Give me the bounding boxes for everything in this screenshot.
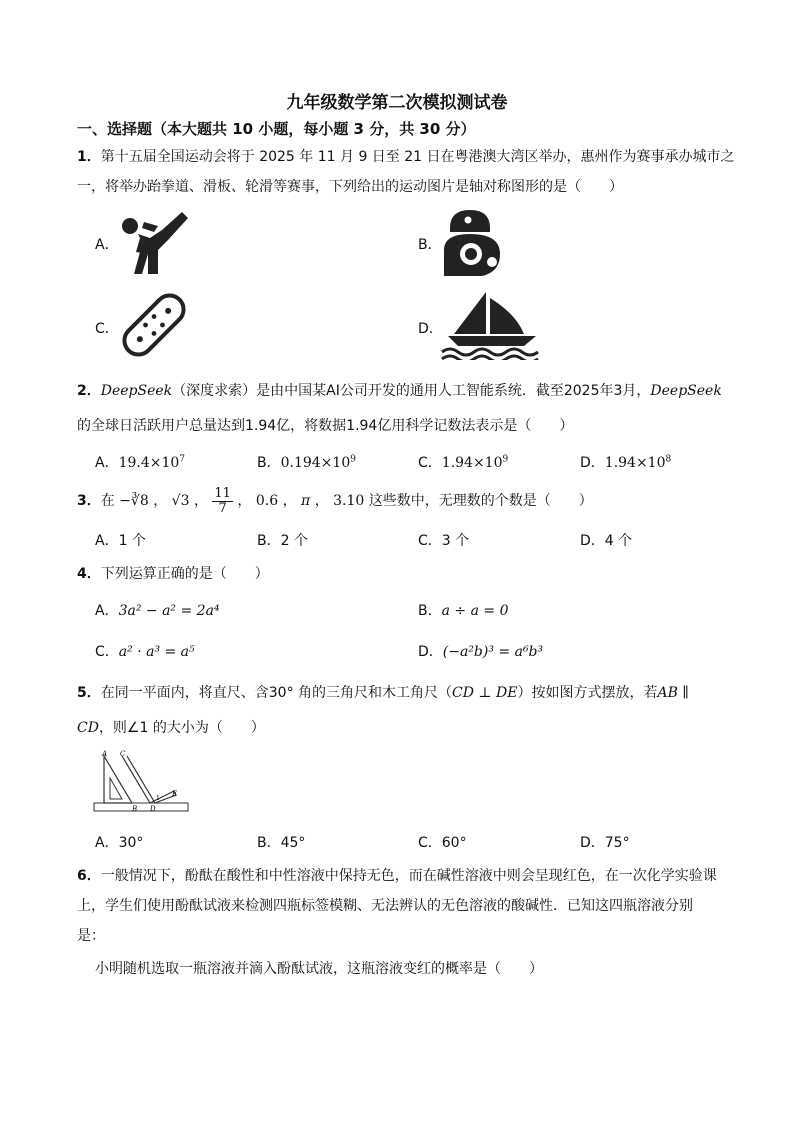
q4-option-c-label: C． xyxy=(95,644,119,660)
q3-n1: −∛8 xyxy=(119,493,149,509)
q3-sep-3: ， xyxy=(237,493,252,509)
q4-option-d-expr: (−a²b)³ = a⁶b³ xyxy=(442,644,544,660)
sailboat-icon xyxy=(440,290,544,360)
q3-option-d[interactable]: D．4 个 xyxy=(580,533,633,549)
figure-label-d: D xyxy=(150,805,156,813)
q1-number: 1． xyxy=(77,149,101,165)
q4-option-a-label: A． xyxy=(95,603,119,619)
q5-text-2: ）按如图方式摆放，若 xyxy=(517,685,658,701)
roller-skate-icon xyxy=(440,206,506,278)
q2-deepseek: DeepSeek xyxy=(100,383,173,399)
q4-text: 下列运算正确的是（ ） xyxy=(100,566,269,582)
q2-option-b-label: B． xyxy=(257,455,281,471)
q3-number: 3． xyxy=(77,493,101,509)
figure-label-c: C xyxy=(120,750,126,758)
figure-label-b: B xyxy=(132,805,138,813)
q3-option-b[interactable]: B．2 个 xyxy=(257,533,308,549)
q6-line3: 是： xyxy=(77,928,105,944)
q5-option-a[interactable]: A．30° xyxy=(95,835,144,851)
q2-option-c[interactable] xyxy=(418,452,508,472)
q6-line1 xyxy=(77,865,717,885)
q3-sep-2: ， xyxy=(193,493,208,509)
q4-option-d[interactable] xyxy=(418,641,543,661)
q1-option-d[interactable]: D． xyxy=(418,321,443,337)
q2-option-c-exp: 9 xyxy=(502,454,509,465)
q1-line2: 一，将举办跆拳道、滑板、轮滑等赛事，下列给出的运动图片是轴对称图形的是（ ） xyxy=(77,179,623,195)
q5-cd-de: CD ⊥ DE xyxy=(452,685,518,701)
q2-line2: 的全球日活跃用户总量达到1.94亿，将数据1.94亿用科学记数法表示是（ ） xyxy=(77,418,574,434)
q2-option-a-base: 19.4×10 xyxy=(118,455,180,471)
q5-cd: CD xyxy=(77,720,99,736)
q6-line4: 小明随机选取一瓶溶液并滴入酚酞试液，这瓶溶液变红的概率是（ ） xyxy=(95,961,543,977)
q3-frac-num: 11 xyxy=(214,485,231,501)
q3-frac-den: 7 xyxy=(218,500,227,516)
q3-n6: 3.10 xyxy=(333,493,365,509)
q4-option-d-label: D． xyxy=(418,644,443,660)
q5-text-3: ，则∠1 的大小为（ ） xyxy=(98,720,265,736)
q1-line1 xyxy=(77,146,735,166)
q4-option-c[interactable] xyxy=(95,641,195,661)
section-heading: 一、选择题（本大题共 10 小题，每小题 3 分，共 30 分） xyxy=(77,120,476,138)
q2-option-d-label: D． xyxy=(580,455,605,471)
q6-line2: 上，学生们使用酚酞试液来检测四瓶标签模糊、无法辨认的无色溶液的酸碱性．已知这四瓶溶液分别 xyxy=(77,898,693,914)
q3-n4: 0.6 xyxy=(255,493,279,509)
q2-text-1: （深度求索）是由中国某AI公司开发的通用人工智能系统．截至2025年3月， xyxy=(172,383,651,399)
figure-label-a: A xyxy=(102,750,108,758)
q5-option-b[interactable]: B．45° xyxy=(257,835,306,851)
q1-option-b[interactable]: B． xyxy=(418,237,442,253)
q3-sep-1: ， xyxy=(153,493,168,509)
q5-ab: AB ∥ xyxy=(657,685,689,701)
q1-option-c[interactable]: C． xyxy=(95,321,119,337)
q4-option-c-expr: a² · a³ = a⁵ xyxy=(118,644,195,660)
figure-label-e: E xyxy=(172,790,178,798)
q2-option-b[interactable] xyxy=(257,452,356,472)
q2-line1 xyxy=(77,380,722,400)
q5-text-1: 在同一平面内，将直尺、含30° 角的三角尺和木工角尺（ xyxy=(100,685,453,701)
q2-option-c-label: C． xyxy=(418,455,442,471)
q6-number: 6． xyxy=(77,868,101,884)
q2-number: 2． xyxy=(77,383,101,399)
q3-sep-4: ， xyxy=(282,493,297,509)
q5-option-c[interactable]: C．60° xyxy=(418,835,467,851)
q3-sep-5: ， xyxy=(314,493,329,509)
q1-text-1: 第十五届全国运动会将于 2025 年 11 月 9 日至 21 日在粤港澳大湾区举办，惠州作为赛事承办城市之 xyxy=(100,149,735,165)
q2-option-a[interactable] xyxy=(95,452,185,472)
page-title: 九年级数学第二次模拟测试卷 xyxy=(286,93,508,113)
q4-option-b[interactable] xyxy=(418,600,508,620)
q4-number: 4． xyxy=(77,566,101,582)
q4-option-a[interactable] xyxy=(95,600,220,620)
q5-line2 xyxy=(77,717,265,737)
q5-line1 xyxy=(77,682,689,702)
q2-option-b-exp: 9 xyxy=(350,454,356,465)
geometry-figure xyxy=(92,748,192,818)
q4-option-a-expr: 3a² − a² = 2a⁴ xyxy=(118,603,220,619)
q2-deepseek-2: DeepSeek xyxy=(650,383,722,399)
q6-text-1: 一般情况下，酚酞在酸性和中性溶液中保持无色，而在碱性溶液中则会呈现红色，在一次化学实验课 xyxy=(100,868,717,884)
skateboard-icon xyxy=(116,290,192,360)
q1-option-a[interactable]: A． xyxy=(95,237,119,253)
q4-option-b-expr: a ÷ a = 0 xyxy=(441,603,509,619)
q3-line1 xyxy=(77,486,593,516)
q2-option-a-label: A． xyxy=(95,455,119,471)
q5-option-d[interactable]: D．75° xyxy=(580,835,630,851)
q2-option-d-exp: 8 xyxy=(665,454,672,465)
q4-option-b-label: B． xyxy=(418,603,442,619)
q2-option-d[interactable] xyxy=(580,452,671,472)
figure-label-1: 1 xyxy=(156,795,160,802)
q3-n5: π xyxy=(301,493,311,509)
q5-number: 5． xyxy=(77,685,101,701)
q3-post: 这些数中，无理数的个数是（ ） xyxy=(368,493,593,509)
q2-option-a-exp: 7 xyxy=(179,454,186,465)
q3-option-c[interactable]: C．3 个 xyxy=(418,533,470,549)
q3-n2: √3 xyxy=(171,493,190,509)
q3-fraction xyxy=(212,487,233,516)
q3-pre: 在 xyxy=(100,493,115,509)
q2-option-d-base: 1.94×10 xyxy=(604,455,666,471)
q3-option-a[interactable]: A．1 个 xyxy=(95,533,146,549)
q4-line1 xyxy=(77,563,269,583)
q2-option-c-base: 1.94×10 xyxy=(441,455,503,471)
q2-option-b-base: 0.194×10 xyxy=(280,455,351,471)
taekwondo-icon xyxy=(118,208,190,276)
